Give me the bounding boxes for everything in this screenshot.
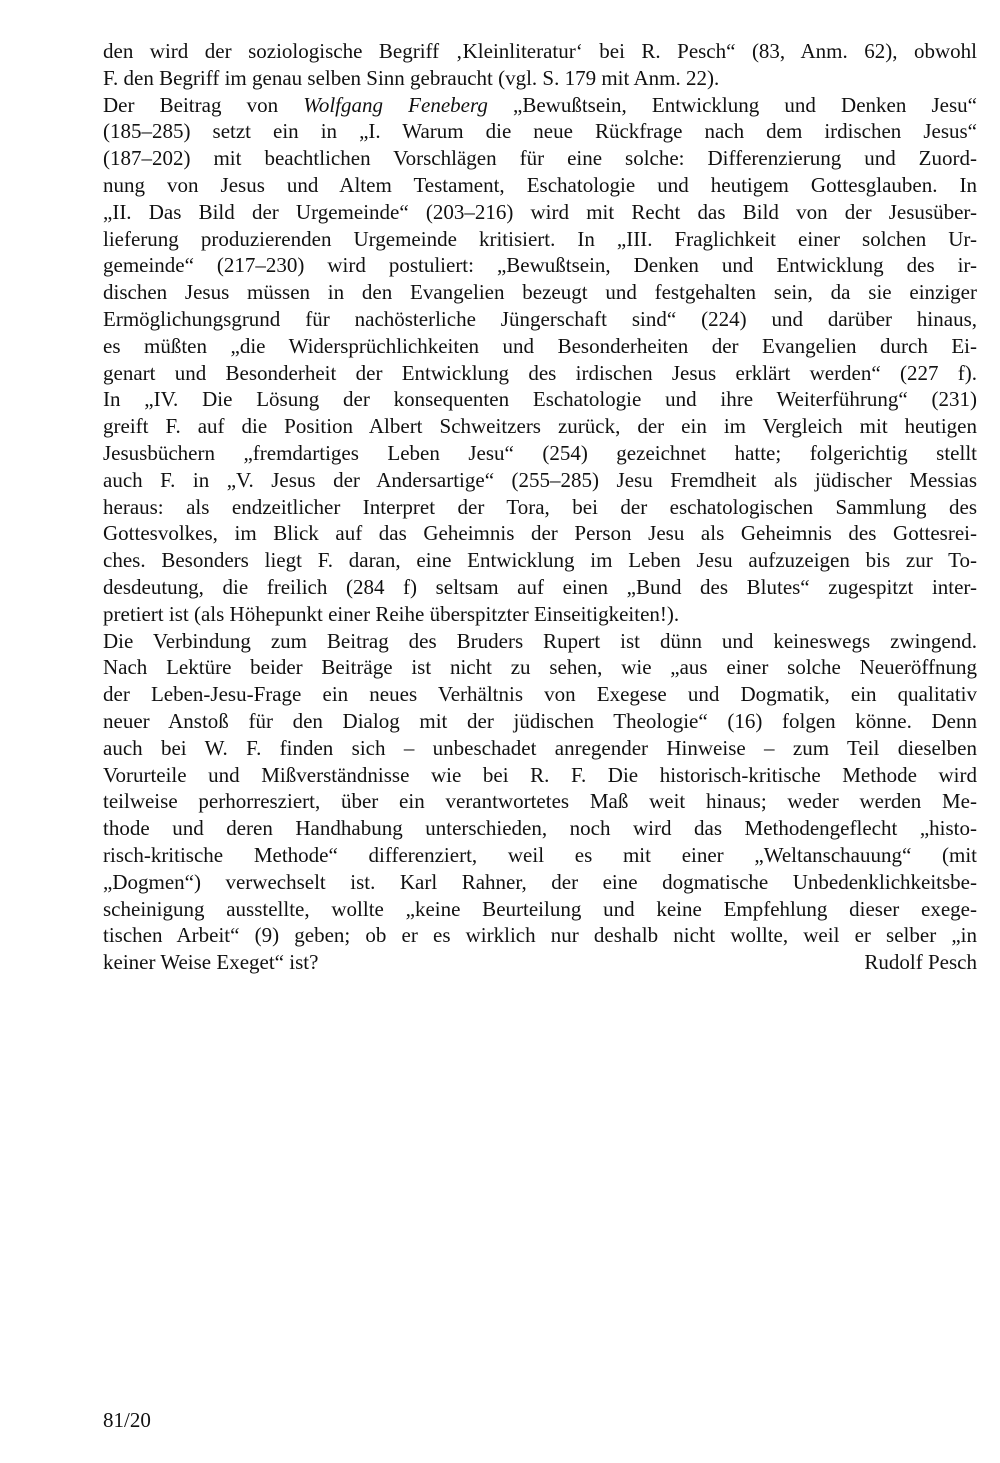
text-segment: Der Beitrag von bbox=[103, 92, 304, 117]
closing-line bbox=[103, 949, 977, 976]
author-signature: Rudolf Pesch bbox=[864, 950, 977, 975]
text-line: F. den Begriff im genau selben Sinn gebraucht (vgl. S. 179 mit Anm. 22). bbox=[103, 65, 720, 90]
text-line: gemeinde“ (217–230) wird postuliert: „Bewußtsein, Denken und Entwicklung des ir- bbox=[103, 253, 977, 278]
text-line: auch F. in „V. Jesus der Andersartige“ (255–285) Jesu Fremdheit als jüdischer Messias bbox=[103, 467, 977, 492]
text-line: Gottesvolkes, im Blick auf das Geheimnis der Person Jesu als Geheimnis des Gottesrei- bbox=[103, 521, 977, 546]
text-line: nung von Jesus und Altem Testament, Eschatologie und heutigem Gottesglauben. In bbox=[103, 172, 977, 197]
closing-text: keiner Weise Exeget“ ist? bbox=[103, 950, 319, 975]
text-line: Die Verbindung zum Beitrag des Bruders Rupert ist dünn und keineswegs zwingend. bbox=[103, 628, 977, 653]
text-line: es müßten „die Widersprüchlichkeiten und Besonderheiten der Evangelien durch Ei- bbox=[103, 333, 977, 358]
text-line: pretiert ist (als Höhepunkt einer Reihe überspitzter Einseitigkeiten!). bbox=[103, 601, 680, 626]
author-name-italic: Wolfgang Feneberg bbox=[303, 92, 488, 117]
text-line: neuer Anstoß für den Dialog mit der jüdischen Theologie“ (16) folgen könne. Denn bbox=[103, 708, 977, 733]
text-line: den wird der soziologische Begriff ‚Kleinliteratur‘ bei R. Pesch“ (83, Anm. 62), obwohl bbox=[103, 39, 977, 63]
text-line bbox=[103, 92, 977, 119]
text-line: tischen Arbeit“ (9) geben; ob er es wirklich nur deshalb nicht wollte, weil er selber „in bbox=[103, 923, 977, 948]
text-line: genart und Besonderheit der Entwicklung des irdischen Jesus erklärt werden“ (227 f). bbox=[103, 360, 977, 385]
text-line: greift F. auf die Position Albert Schweitzers zurück, der ein im Vergleich mit heutigen bbox=[103, 414, 977, 439]
text-line: auch bei W. F. finden sich – unbeschadet anregender Hinweise – zum Teil dieselben bbox=[103, 735, 977, 760]
text-line: (185–285) setzt ein in „I. Warum die neue Rückfrage nach dem irdischen Jesus“ bbox=[103, 119, 977, 144]
text-line: Nach Lektüre beider Beiträge ist nicht zu sehen, wie „aus einer solche Neueröffnung bbox=[103, 655, 977, 680]
text-line: In „IV. Die Lösung der konsequenten Eschatologie und ihre Weiterführung“ (231) bbox=[103, 387, 977, 412]
text-line: scheinigung ausstellte, wollte „keine Beurteilung und keine Empfehlung dieser exege- bbox=[103, 896, 977, 921]
text-line: Ermöglichungsgrund für nachösterliche Jüngerschaft sind“ (224) und darüber hinaus, bbox=[103, 306, 977, 331]
text-line: heraus: als endzeitlicher Interpret der Tora, bei der eschatologischen Sammlung des bbox=[103, 494, 977, 519]
text-line: der Leben-Jesu-Frage ein neues Verhältnis von Exegese und Dogmatik, ein qualitativ bbox=[103, 682, 977, 707]
text-line: dischen Jesus müssen in den Evangelien bezeugt und festgehalten sein, da sie einziger bbox=[103, 280, 977, 305]
body-text bbox=[103, 38, 977, 976]
text-line: thode und deren Handhabung unterschieden, noch wird das Methodengeflecht „histo- bbox=[103, 816, 977, 841]
text-line: Jesusbüchern „fremdartiges Leben Jesu“ (254) gezeichnet hatte; folgerichtig stellt bbox=[103, 440, 977, 465]
text-line: teilweise perhorresziert, über ein verantwortetes Maß weit hinaus; weder werden Me- bbox=[103, 789, 977, 814]
text-line: risch-kritische Methode“ differenziert, weil es mit einer „Weltanschauung“ (mit bbox=[103, 842, 977, 867]
text-line: Vorurteile und Mißverständnisse wie bei R. F. Die historisch-kritische Methode wird bbox=[103, 762, 977, 787]
text-segment: „Bewußtsein, Entwicklung und Denken Jesu“ bbox=[487, 92, 977, 117]
page-number: 81/20 bbox=[103, 1408, 151, 1432]
text-line: desdeutung, die freilich (284 f) seltsam auf einen „Bund des Blutes“ zugespitzt inter- bbox=[103, 574, 977, 599]
text-line: (187–202) mit beachtlichen Vorschlägen für eine solche: Differenzierung und Zuord- bbox=[103, 146, 977, 171]
text-line: „II. Das Bild der Urgemeinde“ (203–216) wird mit Recht das Bild von der Jesusüber- bbox=[103, 199, 977, 224]
text-line: ches. Besonders liegt F. daran, eine Entwicklung im Leben Jesu aufzuzeigen bis zur To- bbox=[103, 548, 977, 573]
text-line: lieferung produzierenden Urgemeinde kritisiert. In „III. Fraglichkeit einer solchen Ur- bbox=[103, 226, 977, 251]
text-line: „Dogmen“) verwechselt ist. Karl Rahner, der eine dogmatische Unbedenklichkeitsbe- bbox=[103, 869, 977, 894]
